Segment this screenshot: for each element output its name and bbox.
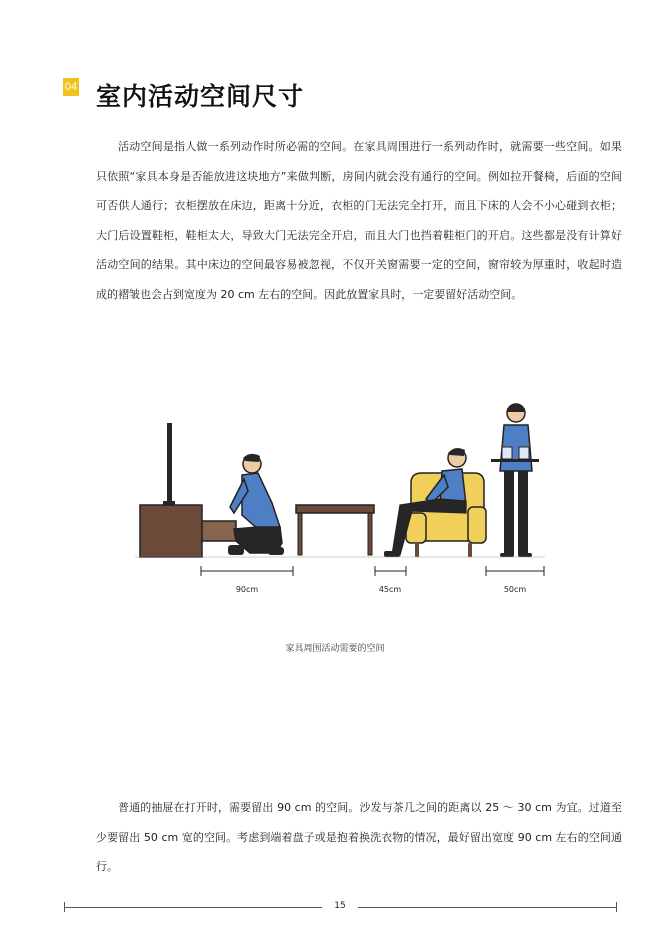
dimension-label-50cm: 50cm: [503, 585, 527, 594]
footer-right-tick: [616, 902, 617, 912]
dimension-label-45cm: 45cm: [378, 585, 402, 594]
figure-caption: 家具周围活动需要的空间: [285, 644, 385, 654]
kneeling-person-figure: [228, 454, 284, 555]
dimension-marker-50cm: [486, 566, 544, 576]
page-number: 15: [334, 901, 346, 911]
intro-paragraph: 活动空间是指人做一系列动作时所必需的空间。在家具周围进行一系列动作时，就需要一些空间。如果只依照“家具本身是否能放进这块地方”来做判断，房间内就会没有通行的空间。例如拉开餐椅，后面的空间可否供人通行；衣柜摆放在床边，距离十分近，衣柜的门无法完全打开，而且下床的人会不小心碰到衣柜；大门后设置鞋柜，鞋柜太大，导致大门无法完全开启，而且大门也挡着鞋柜门的开启。这些都是没有计算好活动空间的结果。其中床边的空间最容易被忽视，不仅开关窗需要一定的空间，窗帘较为厚重时，收起时造成的褶皱也会占到宽度为 20 cm 左右的空间。因此放置家具时，一定要留好活动空间。: [96, 140, 622, 301]
standing-person-with-tray-figure: [491, 404, 539, 557]
tv-cabinet-illustration: [140, 505, 236, 557]
footer-rule-right: [358, 907, 616, 908]
dimension-marker-45cm: [375, 566, 406, 576]
furniture-activity-space-illustration: [130, 395, 550, 605]
page-title: 室内活动空间尺寸: [96, 82, 305, 111]
dimension-label-90cm: 90cm: [235, 585, 259, 594]
dimension-marker-90cm: [201, 566, 293, 576]
page-footer: [60, 898, 622, 918]
section-number-badge: 04: [63, 78, 79, 96]
footer-rule-left: [64, 907, 322, 908]
tv-illustration: [163, 423, 175, 505]
coffee-table-illustration: [296, 505, 374, 555]
explanation-paragraph: 普通的抽屉在打开时，需要留出 90 cm 的空间。沙发与茶几之间的距离以 25 ～ 30 cm 为宜。过道至少要留出 50 cm 宽的空间。考虑到端着盘子或是抱着换洗衣物的情况，最好留出宽度 90 cm 左右的空间通行。: [96, 801, 622, 873]
